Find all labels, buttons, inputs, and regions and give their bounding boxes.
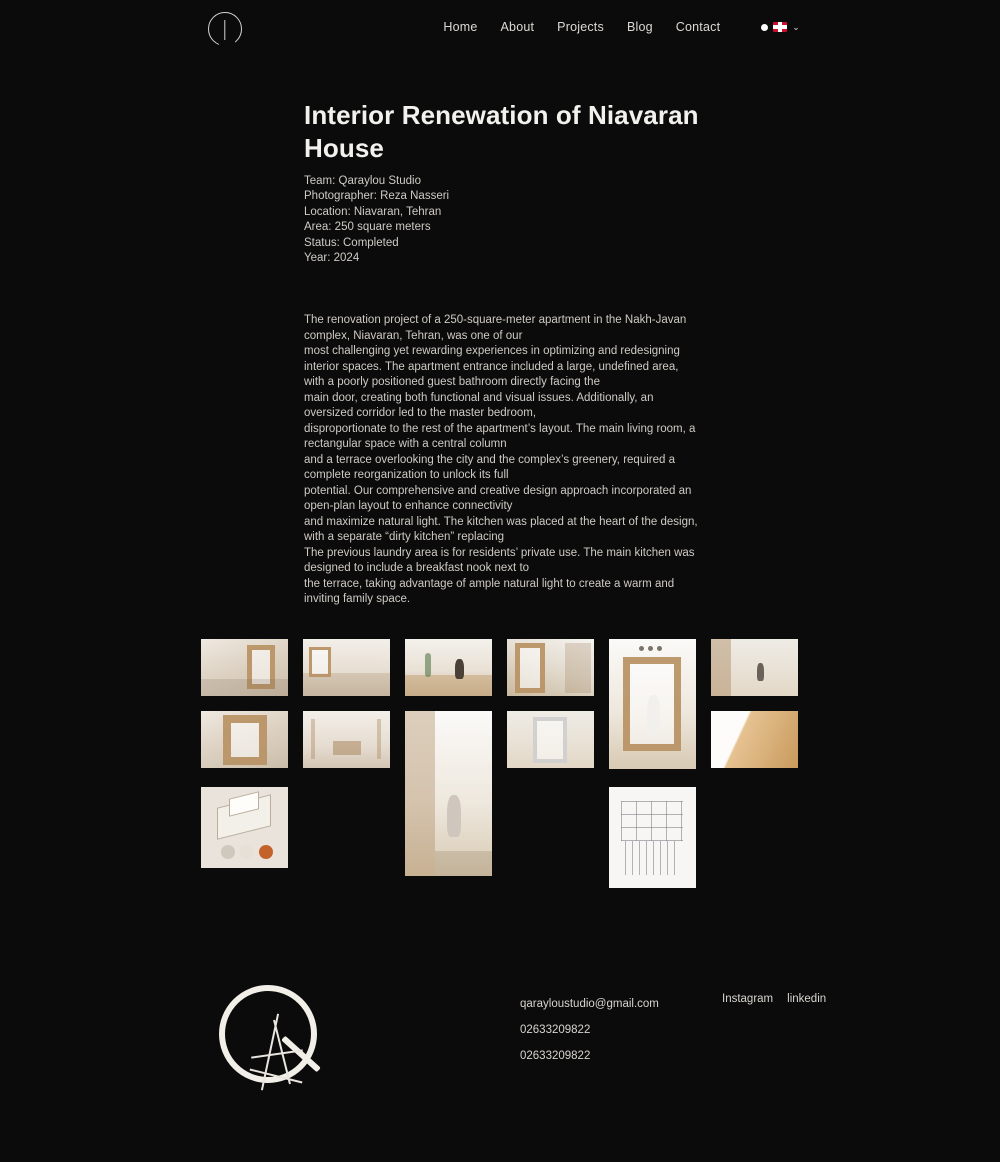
cabinet-shape	[309, 647, 331, 677]
floor-shade	[435, 851, 492, 876]
contact-phone-1[interactable]: 02633209822	[520, 1024, 591, 1036]
gallery-image-2[interactable]	[303, 639, 390, 696]
door-frame-shape	[515, 643, 545, 693]
ceiling-lights-icon	[639, 646, 662, 651]
chandelier-grid-shape	[621, 801, 683, 841]
swatch-dot-orange	[259, 845, 273, 859]
gallery-image-7[interactable]	[201, 711, 288, 768]
nav-item-about[interactable]: About	[500, 20, 535, 34]
contact-phone-2[interactable]: 02633209822	[520, 1050, 591, 1062]
gallery-image-12[interactable]	[201, 787, 288, 868]
social-link-linkedin[interactable]: linkedin	[787, 993, 827, 1005]
gallery-photo	[405, 711, 492, 876]
gallery-photo	[507, 639, 594, 696]
gallery-image-11[interactable]	[711, 711, 798, 768]
description-paragraph: main door, creating both functional and visual issues. Additionally, an oversized corridor led to the master bedroom,	[304, 391, 654, 419]
gallery-image-1[interactable]	[201, 639, 288, 696]
footer-socials	[722, 993, 826, 1005]
language-indicator-dot-icon	[761, 24, 768, 31]
meta-team: Team: Qaraylou Studio	[304, 175, 421, 187]
gallery-photo	[711, 639, 798, 696]
meta-year: Year: 2024	[304, 252, 360, 265]
gallery-photo	[201, 711, 288, 768]
qaraylou-logo[interactable]	[208, 12, 242, 46]
swatch-dot-light	[239, 845, 253, 859]
gallery-image-5[interactable]	[609, 639, 696, 769]
description-paragraph: disproportionate to the rest of the apartment’s layout. The main living room, a rectangular space with a central column	[304, 422, 696, 450]
gallery-photo	[201, 639, 288, 696]
description-paragraph: most challenging yet rewarding experiences in optimizing and redesigning interior spaces. The apartment entrance included a large, undefined area, with a poorly positioned guest bathroom directly facing the	[304, 345, 680, 388]
door-frame-shape	[533, 717, 567, 763]
plant-shape	[425, 653, 431, 677]
qaraylou-footer-logo[interactable]	[207, 985, 335, 1113]
footer-contact	[520, 993, 659, 1071]
logo-monogram-icon	[247, 1013, 307, 1095]
gallery-image-10[interactable]	[507, 711, 594, 768]
meta-area: Area: 250 square meters	[304, 221, 431, 234]
project-description	[304, 313, 699, 608]
description-paragraph: The previous laundry area is for residents’ private use. The main kitchen was designed to include a breakfast nook next to	[304, 546, 695, 574]
language-switcher[interactable]	[761, 22, 800, 33]
wood-wall-shape	[711, 639, 731, 696]
gallery-photo	[609, 787, 696, 888]
wood-wall-shape	[405, 711, 435, 876]
project-gallery	[0, 630, 1000, 890]
description-paragraph: the terrace, taking advantage of ample natural light to create a warm and inviting family space.	[304, 577, 675, 605]
page-title: Interior Renewation of Niavaran House	[304, 100, 699, 163]
meta-location: Location: Niavaran, Tehran	[304, 205, 442, 218]
description-paragraph: The renovation project of a 250-square-meter apartment in the Nakh-Javan complex, Niavaran, Tehran, was one of our	[304, 314, 687, 342]
main-navigation	[443, 20, 800, 34]
project-meta-list	[304, 174, 684, 266]
wood-trim-shape	[377, 719, 381, 759]
description-paragraph: and a terrace overlooking the city and the complex’s greenery, required a complete reorganization to unlock its full	[304, 453, 675, 481]
uk-flag-icon	[773, 22, 787, 32]
wood-trim-shape	[311, 719, 315, 759]
chevron-down-icon: ⌄	[792, 21, 800, 32]
gallery-photo	[507, 711, 594, 768]
gallery-photo	[201, 787, 288, 868]
meta-photographer: Photographer: Reza Nasseri	[304, 190, 450, 203]
nav-item-home[interactable]: Home	[443, 20, 478, 34]
person-silhouette	[447, 795, 461, 837]
person-silhouette	[455, 659, 464, 679]
logo-circle-icon	[208, 12, 242, 46]
gallery-photo	[303, 711, 390, 768]
gallery-image-13[interactable]	[609, 787, 696, 888]
swatch-dot-gray	[221, 845, 235, 859]
gallery-image-6[interactable]	[711, 639, 798, 696]
nav-item-projects[interactable]: Projects	[557, 20, 604, 34]
description-paragraph: and maximize natural light. The kitchen was placed at the heart of the design, with a separate “dirty kitchen” replacing	[304, 515, 698, 543]
gallery-photo	[711, 711, 798, 768]
person-silhouette	[647, 695, 660, 735]
gallery-image-9[interactable]	[405, 711, 492, 876]
person-silhouette	[757, 663, 764, 681]
social-link-instagram[interactable]: Instagram	[722, 993, 774, 1005]
nav-item-blog[interactable]: Blog	[626, 20, 653, 34]
wall-shape	[565, 643, 591, 693]
meta-status: Status: Completed	[304, 236, 399, 249]
arched-passage-shape	[223, 715, 267, 765]
site-footer	[0, 965, 1000, 1162]
gallery-image-3[interactable]	[405, 639, 492, 696]
gallery-photo	[303, 639, 390, 696]
contact-email[interactable]: qarayloustudio@gmail.com	[520, 998, 659, 1010]
gallery-photo	[405, 639, 492, 696]
site-header	[0, 0, 1000, 60]
chandelier-strands-shape	[625, 841, 679, 875]
nav-item-contact[interactable]: Contact	[675, 20, 721, 34]
gallery-image-4[interactable]	[507, 639, 594, 696]
wood-platform-shape	[405, 675, 492, 696]
console-shape	[333, 741, 361, 755]
description-paragraph: potential. Our comprehensive and creative design approach incorporated an open-plan layout to enhance connectivity	[304, 484, 692, 512]
gallery-photo	[609, 639, 696, 769]
floor-shade	[201, 679, 288, 696]
gallery-image-8[interactable]	[303, 711, 390, 768]
